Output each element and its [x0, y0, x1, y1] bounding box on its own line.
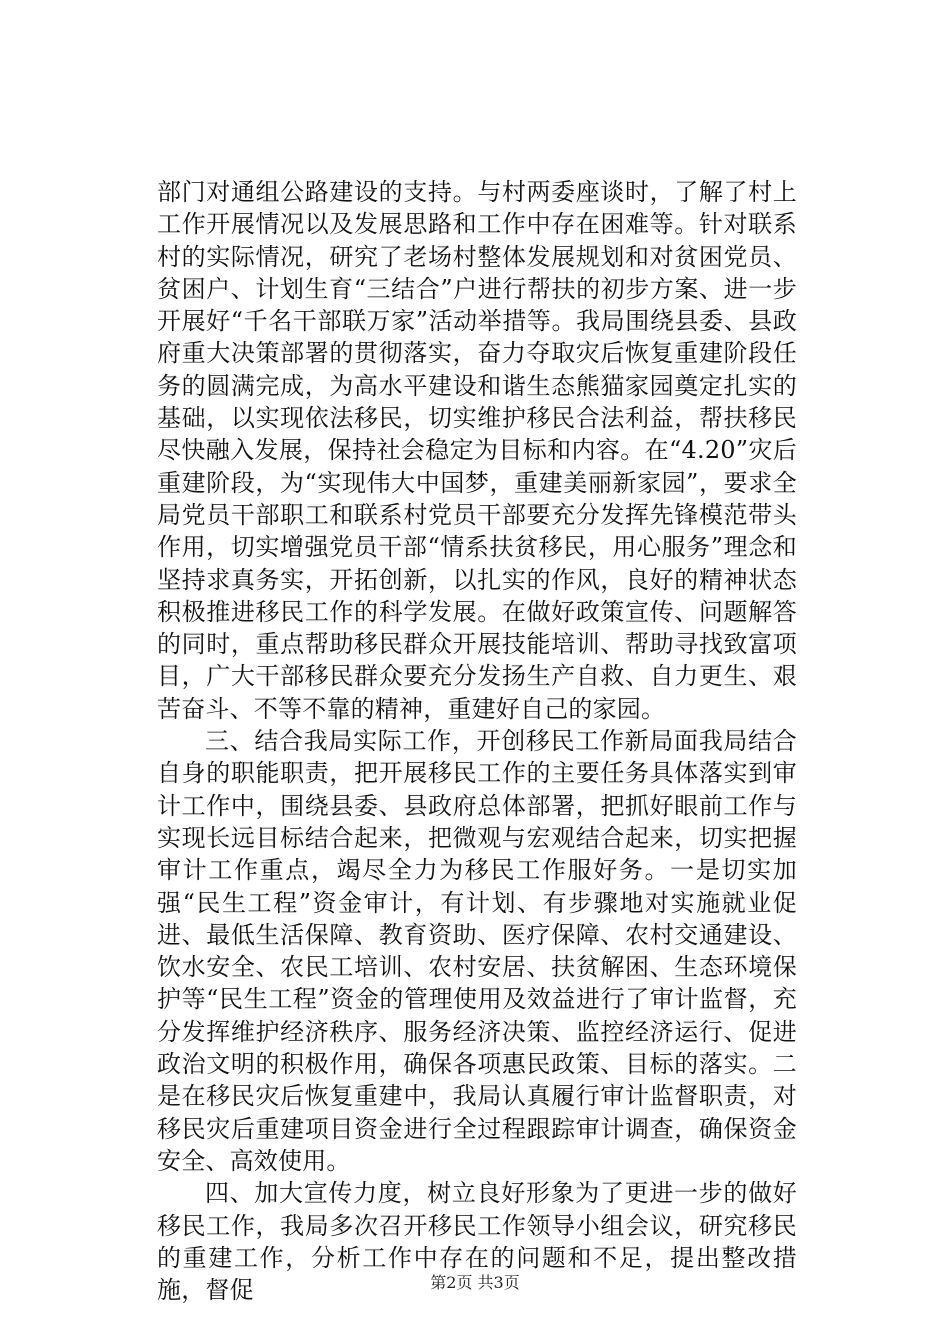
- page-number-footer: 第2页 共3页: [430, 1273, 520, 1292]
- paragraph-section-three: 三、结合我局实际工作，开创移民工作新局面我局结合自身的职能职责，把开展移民工作的主要任务具体落实到审计工作中，围绕县委、县政府总体部署，把抓好眼前工作与实现长远目标结合起来，把微观与宏观结合起来，切实把握审计工作重点，竭尽全力为移民工作服好务。一是切实加强“民生工程”资金审计，有计划、有步骤地对实施就业促进、最低生活保障、教育资助、医疗保障、农村交通建设、饮水安全、农民工培训、农村安居、扶贫解困、生态环境保护等“民生工程”资金的管理使用及效益进行了审计监督，充分发挥维护经济秩序、服务经济决策、监控经济运行、促进政治文明的积极作用，确保各项惠民政策、目标的落实。二是在移民灾后恢复重建中，我局认真履行审计监督职责，对移民灾后重建项目资金进行全过程跟踪审计调查，确保资金安全、高效使用。: [157, 727, 797, 1175]
- paragraph-continuation: 部门对通组公路建设的支持。与村两委座谈时，了解了村上工作开展情况以及发展思路和工作中存在困难等。针对联系村的实际情况，研究了老场村整体发展规划和对贫困党员、贫困户、计划生育“三结合”户进行帮扶的初步方案、进一步开展好“千名干部联万家”活动举措等。我局围绕县委、县政府重大决策部署的贯彻落实，奋力夺取灾后恢复重建阶段任务的圆满完成，为高水平建设和谐生态熊猫家园奠定扎实的基础，以实现依法移民，切实维护移民合法利益，帮扶移民尽快融入发展，保持社会稳定为目标和内容。在“4.20”灾后重建阶段，为“实现伟大中国梦，重建美丽新家园”，要求全局党员干部职工和联系村党员干部要充分发挥先锋模范带头作用，切实增强党员干部“情系扶贫移民，用心服务”理念和坚持求真务实，开拓创新，以扎实的作风，良好的精神状态积极推进移民工作的科学发展。在做好政策宣传、问题解答的同时，重点帮助移民群众开展技能培训、帮助寻找致富项目，广大干部移民群众要充分发扬生产自救、自力更生、艰苦奋斗、不等不靠的精神，重建好自己的家园。: [157, 178, 797, 723]
- document-body: [157, 176, 797, 1306]
- paragraph-section-four: 四、加大宣传力度，树立良好形象为了更进一步的做好移民工作，我局多次召开移民工作领导小组会议，研究移民的重建工作，分析工作中存在的问题和不足，提出整改措施，督促: [157, 1179, 797, 1305]
